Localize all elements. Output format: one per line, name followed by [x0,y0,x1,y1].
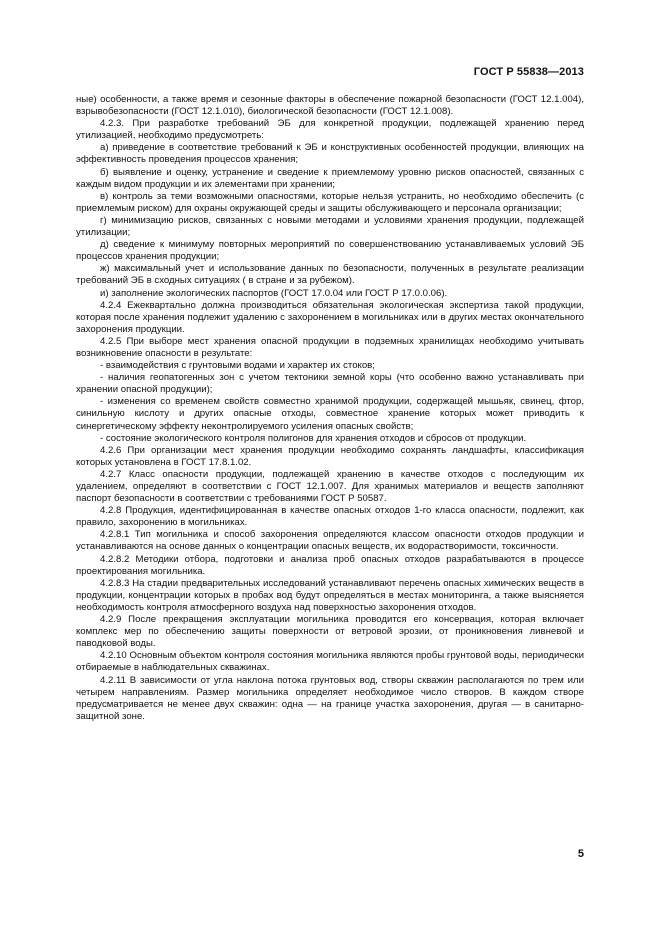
paragraph: 4.2.8 Продукция, идентифицированная в качестве опасных отходов 1-го класса опасности, подлежит, как правило, захоронению в могильниках. [76,505,584,529]
paragraph: - взаимодействия с грунтовыми водами и характер их стоков; [100,360,375,372]
paragraph: 4.2.8.2 Методики отбора, подготовки и анализа проб опасных отходов разрабатываются в процессе проектирования могильника. [76,553,584,577]
page-number: 5 [577,848,584,860]
paragraph: 4.2.10 Основным объектом контроля состояния могильника являются пробы грунтовой воды, периодически отбираемые в наблюдательных скважинах. [76,650,584,674]
paragraph: 4.2.8.3 На стадии предварительных исследований устанавливают перечень опасных химических веществ в продукции, концентрации которых в пробах вод будут определяться в местах мониторинга, а также выясняется необходимость контроля атмосферного воздуха над поверхностью захоронения отходов. [76,577,584,613]
paragraph: 4.2.3. При разработке требований ЭБ для конкретной продукции, подлежащей хранению перед утилизацией, необходимо предусмотреть: [76,118,584,142]
paragraph: ные) особенности, а также время и сезонные факторы в обеспечение пожарной безопасности (ГОСТ 12.1.004), взрывобезопасности (ГОСТ 12.1.010), биологической безопасности (ГОСТ 12.1.008). [76,94,584,118]
paragraph: г) минимизацию рисков, связанных с новыми методами и условиями хранения продукции, подлежащей утилизации; [76,214,584,239]
paragraph: 4.2.4 Ежеквартально должна производиться обязательная экологическая экспертиза такой продукции, которая после хранения подлежит удалению с захоронением в могильниках или в других местах окончательного захоронения продукции. [76,299,584,335]
paragraph: 4.2.11 В зависимости от угла наклона потока грунтовых вод, створы скважин располагаются по трем или четырем направлениям. Размер могильника определяет необходимое число створов. В каждом створе предусматривается не менее двух скважин: одна — на границе участка захоронения, другая — в санитарно-защитной зоне. [76,674,584,722]
paragraph: 4.2.7 Класс опасности продукции, подлежащей хранению в качестве отходов с последующим их удалением, определяют в соответствии с ГОСТ 12.1.007. Для хранимых материалов и веществ заполняют паспорт безопасности в соответствии с требованиями ГОСТ Р 50587. [76,468,584,505]
document-header-id: ГОСТ Р 55838—2013 [473,66,584,78]
paragraph: б) выявление и оценку, устранение и сведение к приемлемому уровню рисков опасностей, связанных с каждым видом продукции и их элементами при хранении; [76,166,584,190]
paragraph: 4.2.6 При организации мест хранения продукции необходимо сохранять ландшафты, классификация которых установлена в ГОСТ 17.8.1.02. [76,444,584,468]
paragraph: - изменения со временем свойств совместно хранимой продукции, содержащей мышьяк, свинец, фтор, синильную кислоту и других опасные отходы, совместное хранение которых может приводить к синергетическому эффекту неконтролируемого усиления опасных свойств; [76,396,584,432]
paragraph: 4.2.9 После прекращения эксплуатации могильника проводится его консервация, которая включает комплекс мер по обеспечению защиты поверхности от ветровой эрозии, от проникновения ливневой и паводковой воды. [76,614,584,650]
paragraph: - состояние экологического контроля полигонов для хранения отходов и сбросов от продукции. [100,432,527,444]
paragraph: а) приведение в соответствие требований к ЭБ и конструктивных особенностей продукции, влияющих на эффективность проведения процессов хранения; [76,142,584,166]
paragraph: и) заполнение экологических паспортов (ГОСТ 17.0.04 или ГОСТ Р 17.0.0.06). [100,287,448,299]
paragraph: 4.2.8.1 Тип могильника и способ захоронения определяются классом опасности отходов продукции и устанавливаются на основе данных о концентрации опасных веществ, их водорастворимости, токсичности. [76,529,584,553]
paragraph: ж) максимальный учет и использование данных по безопасности, полученных в результате реализации требований ЭБ в сходных ситуациях ( в стране и за рубежом). [76,263,584,287]
paragraph: д) сведение к минимуму повторных мероприятий по совершенствованию устанавливаемых условий ЭБ процессов хранения продукции; [76,239,584,263]
paragraph: в) контроль за теми возможными опасностями, которые нельзя устранить, но необходимо обеспечить (с приемлемым риском) для охраны окружающей среды и защиты обслуживающего и персонала организации; [76,190,584,214]
paragraph: 4.2.5 При выборе мест хранения опасной продукции в подземных хранилищах необходимо учитывать возникновение опасности в результате: [76,335,584,359]
document-body [76,94,584,723]
paragraph: - наличия геопатогенных зон с учетом тектоники земной коры (что особенно важно устанавливать при хранении опасной продукции); [76,372,584,396]
